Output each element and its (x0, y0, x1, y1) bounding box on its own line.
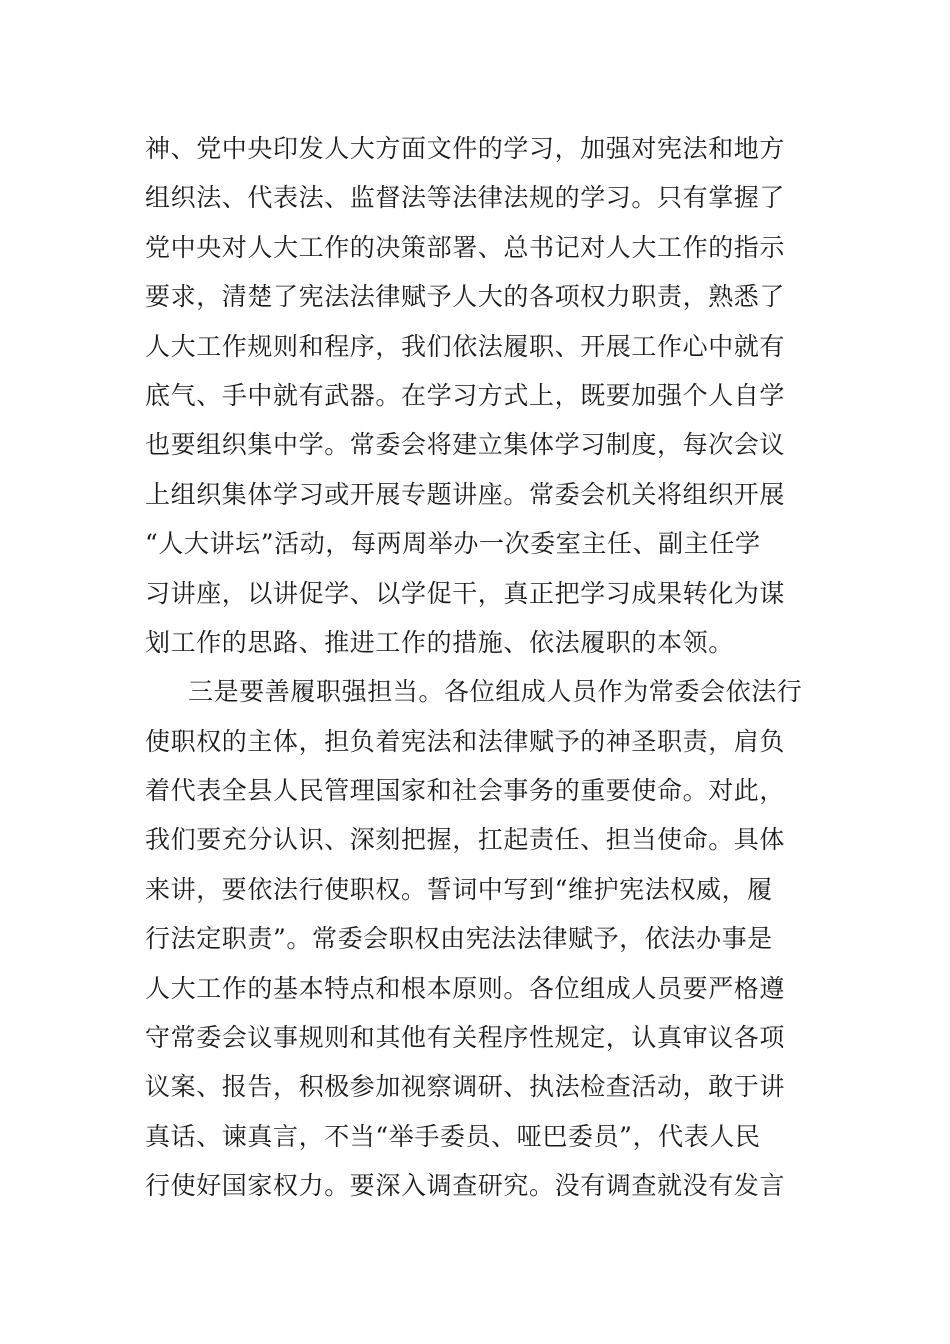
text-line: 着代表全县人民管理国家和社会事务的重要使命。对此， (145, 776, 786, 806)
text-line: 划工作的思路、推进工作的措施、依法履职的本领。 (145, 627, 734, 657)
text-line: 守常委会议事规则和其他有关程序性规定，认真审议各项 (145, 1023, 786, 1053)
text-line: 使职权的主体，担负着宪法和法律赋予的神圣职责，肩负 (145, 726, 786, 756)
text-line: 人大工作的基本特点和根本原则。各位组成人员要严格遵 (145, 973, 786, 1003)
paragraph-start-line: 三是要善履职强担当。各位组成人员作为常委会依法行 (188, 677, 803, 707)
text-line: 神、党中央印发人大方面文件的学习，加强对宪法和地方 (145, 134, 786, 163)
text-line: 人大工作规则和程序，我们依法履职、开展工作心中就有 (145, 331, 786, 361)
text-line: 也要组织集中学。常委会将建立集体学习制度，每次会议 (145, 430, 786, 460)
text-line: 行使好国家权力。要深入调查研究。没有调查就没有发言 (145, 1171, 786, 1201)
document-body (145, 124, 815, 1211)
text-line: 我们要充分认识、深刻把握，扛起责任、担当使命。具体 (145, 825, 786, 855)
text-line: 议案、报告，积极参加视察调研、执法检查活动，敢于讲 (145, 1072, 786, 1102)
text-line: 真话、谏真言，不当“举手委员、哑巴委员”，代表人民 (145, 1121, 761, 1151)
text-line: 来讲，要依法行使职权。誓词中写到“维护宪法权威，履 (145, 874, 773, 904)
text-line: 上组织集体学习或开展专题讲座。常委会机关将组织开展 (145, 479, 786, 509)
text-line: 组织法、代表法、监督法等法律法规的学习。只有掌握了 (145, 183, 786, 213)
text-line: 底气、手中就有武器。在学习方式上，既要加强个人自学 (145, 380, 786, 410)
text-line: “人大讲坛”活动，每两周举办一次委室主任、副主任学 (145, 529, 761, 559)
text-line: 要求，清楚了宪法法律赋予人大的各项权力职责，熟悉了 (145, 282, 786, 312)
text-line: 习讲座，以讲促学、以学促干，真正把学习成果转化为谋 (145, 578, 786, 608)
text-line: 行法定职责”。常委会职权由宪法法律赋予，依法办事是 (145, 924, 773, 954)
text-line: 党中央对人大工作的决策部署、总书记对人大工作的指示 (145, 232, 786, 262)
